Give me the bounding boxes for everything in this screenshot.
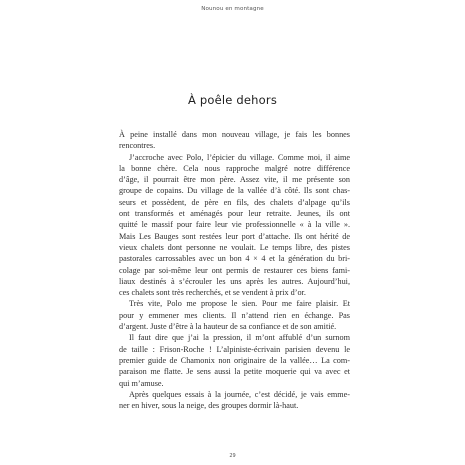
text-line: ces chalets sont très recherchés, et se vendent à prix d’or. — [119, 288, 306, 298]
text-line: À peine installé dans mon nouveau village, je fais les bonnes — [119, 130, 350, 139]
text-line: rencontres. — [119, 141, 156, 151]
text-line: J’accroche avec Polo, l’épicier du village. Comme moi, il aime — [129, 152, 350, 162]
text-line: d’argent. Juste d’être à la hauteur de sa confiance et de son amitié. — [119, 322, 337, 332]
text-line: Après quelques essais à la journée, c’est décidé, je vais emme- — [129, 389, 350, 399]
text-line: Très vite, Polo me propose le sien. Pour me faire plaisir. Et — [129, 299, 350, 309]
text-line: colage par soi-même leur ont permis de restaurer ces biens fami- — [119, 265, 350, 275]
text-line: vieux chalets dont personne ne voulait. Le temps libre, des pistes — [119, 242, 350, 252]
text-line: Il faut dire que j’ai la pression, il m’ont affublé d’un surnom — [129, 333, 350, 343]
page-number: 29 — [229, 453, 236, 459]
text-line: quitté le massif pour faire leur vie professionnelle « à la ville ». — [119, 220, 350, 230]
text-line: Mais Les Bauges sont restées leur port d’attache. Ils ont hérité de — [119, 231, 350, 241]
text-line: ner en hiver, sous la neige, des groupes dormir là-haut. — [119, 401, 299, 411]
text-line: paraison me flatte. Je sens aussi la petite moquerie qui va avec et — [119, 367, 350, 377]
text-line: seurs et possèdent, de père en fils, des chalets d’alpage qu’ils — [119, 197, 350, 207]
text-line: groupe de copains. Du village de la vallée d’à côté. Ils sont chas- — [119, 186, 350, 196]
text-line: pastorales carrossables avec un bon 4 × 4 et la génération du bri- — [119, 254, 350, 264]
body-text — [119, 129, 350, 411]
text-line: qui m’amuse. — [119, 378, 164, 388]
text-line: de taille : Frison-Roche ! L’alpiniste-écrivain parisien devenu le — [119, 344, 350, 354]
text-line: premier guide de Chamonix non originaire de la vallée… La com- — [119, 355, 350, 365]
text-line: la bonne chère. Cela nous rapproche malgré notre différence — [119, 163, 350, 173]
text-line: d’âge, il pourrait être mon père. Assez vite, il me présente son — [119, 175, 350, 185]
text-line: liaux destinés à s’écrouler les uns après les autres. Aujourd’hui, — [119, 276, 350, 286]
chapter-title: À poêle dehors — [187, 93, 278, 107]
text-line: pour y emmener mes clients. Il n’attend rien en échange. Pas — [119, 310, 350, 320]
text-line: ont transformés et aménagés pour leur retraite. Jeunes, ils ont — [119, 209, 350, 219]
running-head: Nounou en montagne — [201, 6, 264, 12]
